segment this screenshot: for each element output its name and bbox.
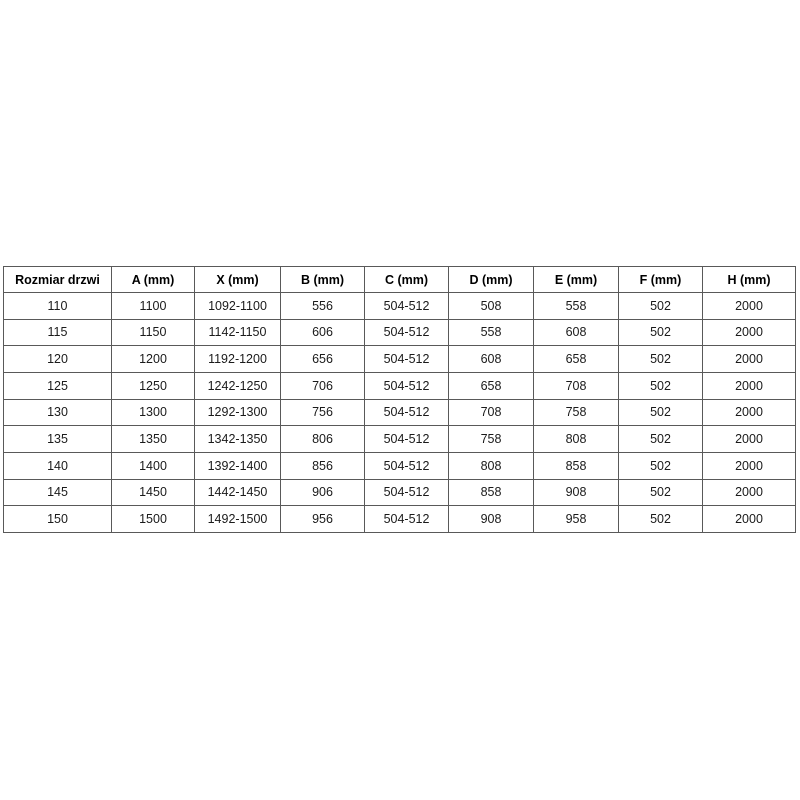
table-cell: 558	[449, 319, 534, 346]
table-cell: 1092-1100	[195, 293, 281, 320]
table-cell: 808	[449, 452, 534, 479]
table-cell: 504-512	[365, 399, 449, 426]
table-cell: 504-512	[365, 372, 449, 399]
column-header: Rozmiar drzwi	[4, 267, 112, 293]
table-cell: 2000	[703, 399, 796, 426]
table-cell: 135	[4, 426, 112, 453]
table-cell: 502	[619, 452, 703, 479]
column-header: B (mm)	[281, 267, 365, 293]
table-cell: 808	[534, 426, 619, 453]
dimension-table-container	[3, 266, 795, 533]
table-cell: 1150	[112, 319, 195, 346]
table-row	[4, 319, 796, 346]
table-cell: 2000	[703, 319, 796, 346]
table-cell: 758	[534, 399, 619, 426]
table-cell: 858	[449, 479, 534, 506]
table-row	[4, 479, 796, 506]
table-row	[4, 293, 796, 320]
table-cell: 2000	[703, 452, 796, 479]
table-row	[4, 506, 796, 533]
column-header: D (mm)	[449, 267, 534, 293]
column-header: E (mm)	[534, 267, 619, 293]
table-cell: 958	[534, 506, 619, 533]
table-cell: 502	[619, 293, 703, 320]
table-cell: 502	[619, 372, 703, 399]
table-cell: 658	[449, 372, 534, 399]
table-cell: 502	[619, 399, 703, 426]
table-cell: 1100	[112, 293, 195, 320]
table-cell: 504-512	[365, 293, 449, 320]
column-header: H (mm)	[703, 267, 796, 293]
table-cell: 708	[449, 399, 534, 426]
table-row	[4, 346, 796, 373]
table-cell: 1400	[112, 452, 195, 479]
table-cell: 1250	[112, 372, 195, 399]
table-cell: 120	[4, 346, 112, 373]
table-cell: 150	[4, 506, 112, 533]
table-cell: 2000	[703, 346, 796, 373]
table-cell: 708	[534, 372, 619, 399]
table-cell: 130	[4, 399, 112, 426]
table-cell: 906	[281, 479, 365, 506]
table-cell: 2000	[703, 506, 796, 533]
table-cell: 1500	[112, 506, 195, 533]
table-cell: 125	[4, 372, 112, 399]
table-cell: 2000	[703, 293, 796, 320]
table-cell: 1292-1300	[195, 399, 281, 426]
table-cell: 502	[619, 319, 703, 346]
table-row	[4, 399, 796, 426]
dimension-table	[3, 266, 796, 533]
table-cell: 908	[449, 506, 534, 533]
table-cell: 1492-1500	[195, 506, 281, 533]
table-cell: 504-512	[365, 506, 449, 533]
table-cell: 1192-1200	[195, 346, 281, 373]
table-cell: 504-512	[365, 452, 449, 479]
table-cell: 2000	[703, 372, 796, 399]
table-cell: 502	[619, 426, 703, 453]
table-cell: 145	[4, 479, 112, 506]
table-cell: 502	[619, 346, 703, 373]
table-row	[4, 452, 796, 479]
table-cell: 806	[281, 426, 365, 453]
table-cell: 1142-1150	[195, 319, 281, 346]
column-header: X (mm)	[195, 267, 281, 293]
table-cell: 558	[534, 293, 619, 320]
table-cell: 606	[281, 319, 365, 346]
table-cell: 658	[534, 346, 619, 373]
table-cell: 956	[281, 506, 365, 533]
table-row	[4, 426, 796, 453]
table-cell: 140	[4, 452, 112, 479]
table-cell: 1242-1250	[195, 372, 281, 399]
table-row	[4, 372, 796, 399]
header-row	[4, 267, 796, 293]
table-cell: 656	[281, 346, 365, 373]
table-cell: 504-512	[365, 426, 449, 453]
column-header: A (mm)	[112, 267, 195, 293]
table-cell: 110	[4, 293, 112, 320]
table-cell: 2000	[703, 479, 796, 506]
table-cell: 706	[281, 372, 365, 399]
table-cell: 1300	[112, 399, 195, 426]
table-cell: 502	[619, 506, 703, 533]
table-cell: 504-512	[365, 479, 449, 506]
table-cell: 115	[4, 319, 112, 346]
table-cell: 504-512	[365, 319, 449, 346]
column-header: F (mm)	[619, 267, 703, 293]
table-cell: 756	[281, 399, 365, 426]
table-cell: 858	[534, 452, 619, 479]
table-cell: 608	[534, 319, 619, 346]
table-cell: 856	[281, 452, 365, 479]
table-cell: 758	[449, 426, 534, 453]
table-cell: 1442-1450	[195, 479, 281, 506]
table-cell: 1392-1400	[195, 452, 281, 479]
table-cell: 504-512	[365, 346, 449, 373]
table-cell: 502	[619, 479, 703, 506]
table-cell: 1350	[112, 426, 195, 453]
table-cell: 508	[449, 293, 534, 320]
column-header: C (mm)	[365, 267, 449, 293]
table-cell: 1200	[112, 346, 195, 373]
table-cell: 1342-1350	[195, 426, 281, 453]
table-body	[4, 293, 796, 533]
table-cell: 608	[449, 346, 534, 373]
table-cell: 1450	[112, 479, 195, 506]
table-cell: 556	[281, 293, 365, 320]
table-cell: 2000	[703, 426, 796, 453]
table-cell: 908	[534, 479, 619, 506]
